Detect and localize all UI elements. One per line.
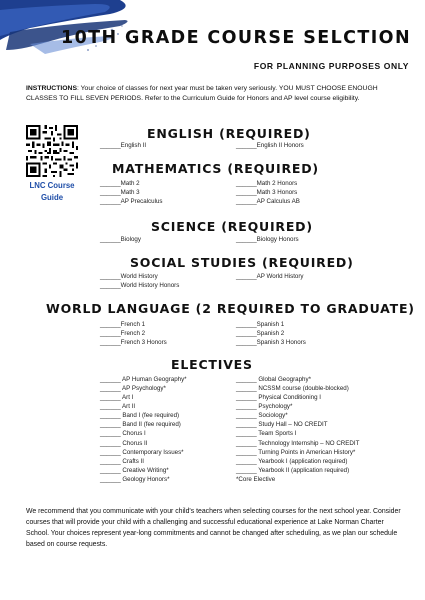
course-option[interactable]: ______Spanish 3 Honors [236,339,306,346]
page-subtitle: FOR PLANNING PURPOSES ONLY [253,61,409,71]
elective-option[interactable]: ______ Art I [100,394,134,401]
course-option[interactable]: ______Spanish 2 [236,330,285,337]
course-option[interactable]: ______Math 2 [100,180,140,187]
course-option[interactable]: ______French 3 Honors [100,339,167,346]
core-elective-note: *Core Elective [236,476,276,483]
course-option[interactable]: ______Math 3 Honors [236,189,298,196]
course-option[interactable]: ______Math 3 [100,189,140,196]
elective-option[interactable]: ______ Band II (fee required) [100,421,181,428]
elective-option[interactable]: ______ Creative Writing* [100,467,169,474]
elective-option[interactable]: ______ Band I (fee required) [100,412,180,419]
elective-option[interactable]: ______ Team Sports I [236,430,297,437]
instructions-label: INSTRUCTIONS [26,85,77,92]
course-option[interactable]: ______English II [100,142,147,149]
qr-caption-line1: LNC Course [29,181,75,190]
elective-option[interactable]: ______ Global Geography* [236,376,311,383]
qr-code-icon[interactable] [26,125,78,177]
elective-option[interactable]: ______ Chorus I [100,430,146,437]
english-heading: ENGLISH (REQUIRED) [147,126,311,141]
qr-caption [14,180,90,204]
instructions-text: : Your choice of classes for next year must be taken very seriously. YOU MUST CHOOSE ENOUGH CLASSES TO FILL SEVEN PERIODS. Refer to the Curriculum Guide for Honors and AP level course eligibility. [26,85,378,102]
closing-paragraph: We recommend that you communicate with your child's teachers when selecting courses for the next school year. Consider courses that will provide your child with a challenging and successful educational experience at Lake Norman Charter School. Your choices represent year-long commitments and cannot be changed after scheduling, as we plan our schedule based on course requests. [26,508,401,548]
elective-option[interactable]: ______ Sociology* [236,412,288,419]
elective-option[interactable]: ______ Turning Points in American History* [236,449,356,456]
elective-option[interactable]: ______ Art II [100,403,136,410]
course-option[interactable]: ______Biology Honors [236,236,299,243]
science-heading: SCIENCE (REQUIRED) [151,219,313,234]
elective-option[interactable]: ______ Yearbook II (application required) [236,467,350,474]
course-option[interactable]: ______English II Honors [236,142,304,149]
elective-option[interactable]: ______ NCSSM course (double-blocked) [236,385,349,392]
math-heading: MATHEMATICS (REQUIRED) [112,161,319,176]
elective-option[interactable]: ______ AP Psychology* [100,385,166,392]
elective-option[interactable]: ______ Chorus II [100,440,148,447]
world-language-heading: WORLD LANGUAGE (2 REQUIRED TO GRADUATE) [46,301,415,316]
course-option[interactable]: ______AP World History [236,273,304,280]
elective-option[interactable]: ______ Yearbook I (application required) [236,458,348,465]
qr-caption-line2: Guide [40,193,64,202]
elective-option[interactable]: ______ Technology Internship – NO CREDIT [236,440,360,447]
elective-option[interactable]: ______ Physical Conditioning I [236,394,321,401]
course-option[interactable]: ______AP Precalculus [100,198,163,205]
page-title: 10TH GRADE COURSE SELCTION [61,28,411,48]
elective-option[interactable]: ______ Crafts II [100,458,145,465]
electives-heading: ELECTIVES [171,357,253,372]
social-studies-heading: SOCIAL STUDIES (REQUIRED) [130,255,354,270]
elective-option[interactable]: ______ AP Human Geography* [100,376,187,383]
elective-option[interactable]: ______ Geology Honors* [100,476,170,483]
course-option[interactable]: ______Spanish 1 [236,321,285,328]
elective-option[interactable]: ______ Psychology* [236,403,293,410]
course-option[interactable]: ______World History Honors [100,282,180,289]
elective-option[interactable]: ______ Contemporary Issues* [100,449,184,456]
course-option[interactable]: ______French 2 [100,330,146,337]
course-option[interactable]: ______Biology [100,236,141,243]
course-option[interactable]: ______AP Calculus AB [236,198,300,205]
course-option[interactable]: ______Math 2 Honors [236,180,298,187]
course-option[interactable]: ______French 1 [100,321,146,328]
instructions [26,84,403,103]
elective-option[interactable]: ______ Study Hall – NO CREDIT [236,421,328,428]
course-option[interactable]: ______World History [100,273,158,280]
